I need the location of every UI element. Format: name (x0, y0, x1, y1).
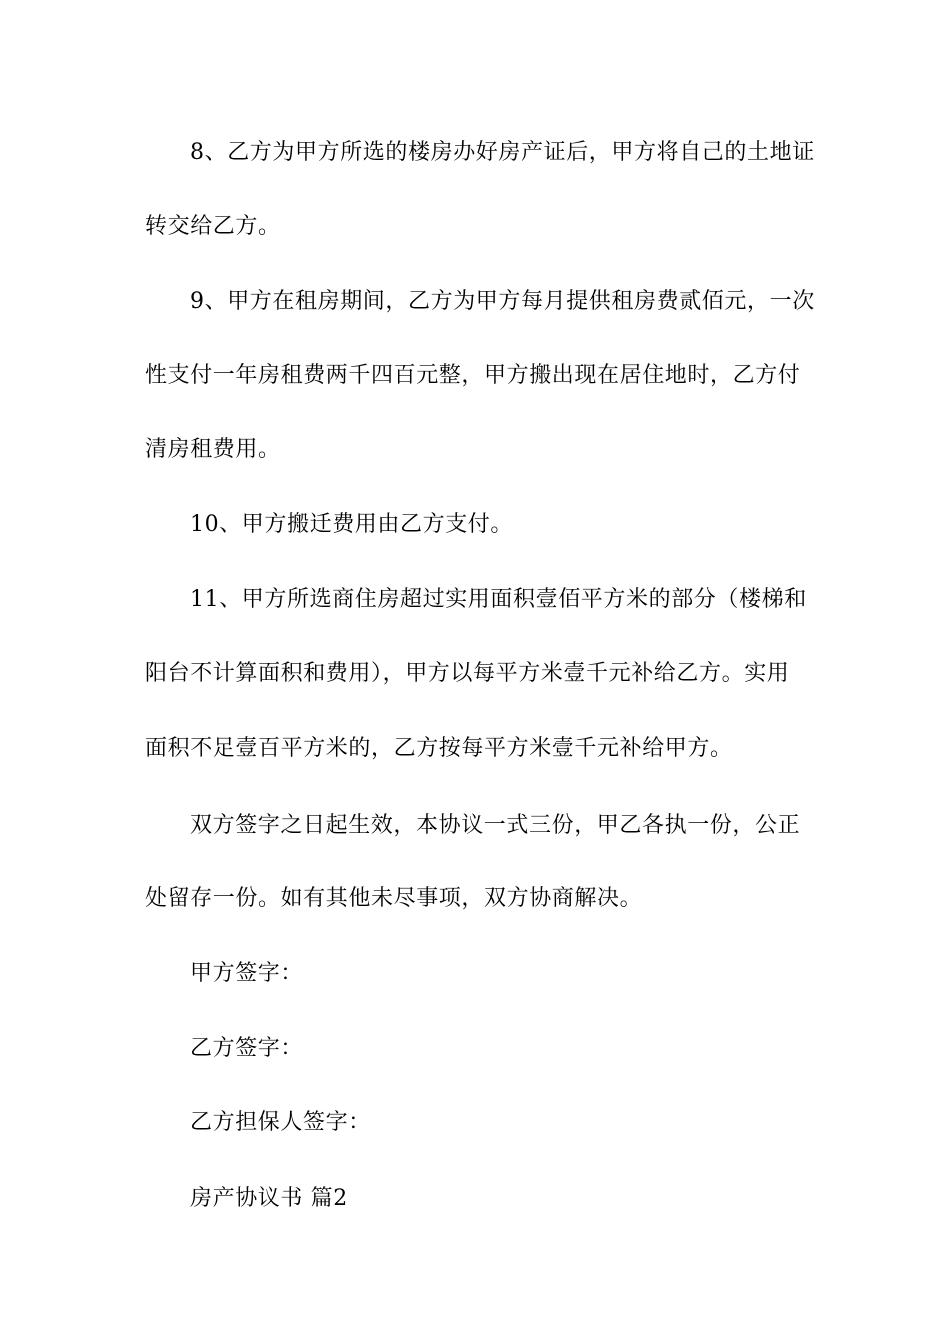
clause-9-line-2: 性支付一年房租费两千四百元整，甲方搬出现在居住地时，乙方付 (145, 363, 801, 388)
clause-11-line-2: 阳台不计算面积和费用），甲方以每平方米壹千元补给乙方。实用 (145, 661, 790, 686)
clause-9-line-1: 9、甲方在租房期间，乙方为甲方每月提供租房费贰佰元，一次 (190, 289, 815, 314)
clause-11-line-3: 面积不足壹百平方米的，乙方按每平方米壹千元补给甲方。 (145, 736, 733, 761)
party-a-signature-label: 甲方签字： (190, 961, 304, 986)
party-b-guarantor-signature-label: 乙方担保人签字： (190, 1110, 371, 1135)
clause-10-line-1: 10、甲方搬迁费用由乙方支付。 (190, 512, 513, 537)
section-heading-part-2: 房产协议书 篇2 (190, 1186, 348, 1211)
clause-8-line-1: 8、乙方为甲方所选的楼房办好房产证后，甲方将自己的土地证 (190, 140, 815, 165)
clause-9-line-3: 清房租费用。 (145, 437, 281, 462)
effect-clause-line-2: 处留存一份。如有其他未尽事项，双方协商解决。 (145, 886, 643, 911)
clause-8-line-2: 转交给乙方。 (145, 214, 281, 239)
clause-11-line-1: 11、甲方所选商住房超过实用面积壹佰平方米的部分（楼梯和 (190, 587, 807, 612)
effect-clause-line-1: 双方签字之日起生效，本协议一式三份，甲乙各执一份，公正 (190, 813, 801, 838)
party-b-signature-label: 乙方签字： (190, 1036, 304, 1061)
